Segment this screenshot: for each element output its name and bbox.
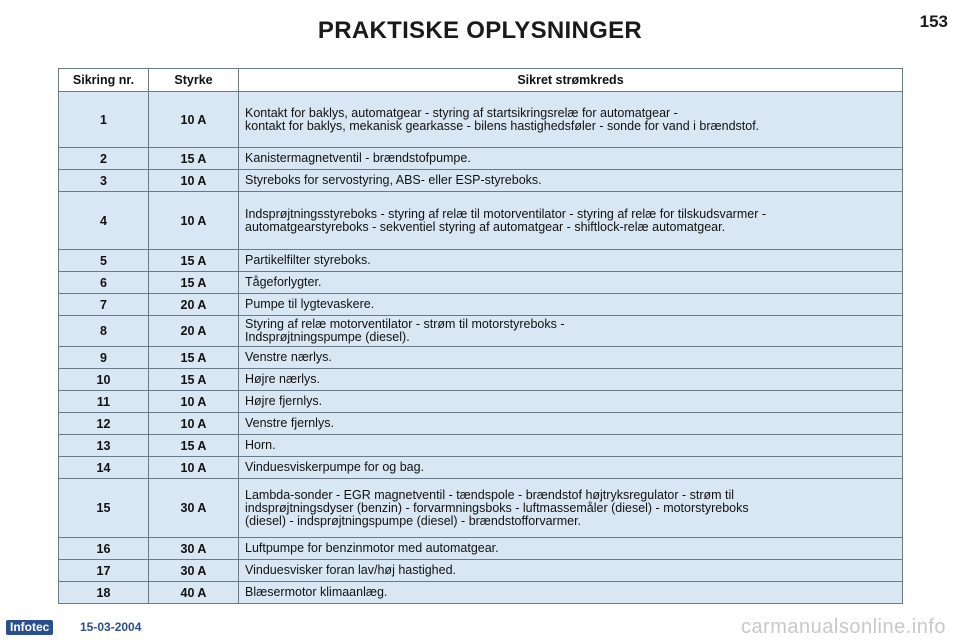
footer-brand-logo: Infotec [6,620,53,635]
circuit-description-line: Tågeforlygter. [245,275,322,289]
fuse-circuit-cell [239,192,903,250]
footer-date: 15-03-2004 [80,620,142,634]
fuse-number-cell: 14 [59,457,149,479]
fuse-number-cell: 6 [59,272,149,294]
fuse-amperage-cell: 20 A [149,316,239,347]
fuse-circuit-cell [239,294,903,316]
fuse-circuit-cell [239,272,903,294]
fuse-amperage-cell: 15 A [149,347,239,369]
fuse-number-cell: 8 [59,316,149,347]
table-row [59,391,903,413]
circuit-description-line: Styreboks for servostyring, ABS- eller ESP-styreboks. [245,173,542,187]
fuse-circuit-cell [239,347,903,369]
watermark: carmanualsonline.info [740,616,946,638]
table-row [59,435,903,457]
circuit-description-line: Vinduesviskerpumpe for og bag. [245,460,425,474]
fuse-amperage-cell: 15 A [149,272,239,294]
circuit-description-line: Højre fjernlys. [245,394,323,408]
fuse-number-cell: 1 [59,92,149,148]
fuse-number-cell: 7 [59,294,149,316]
fuse-number-cell: 18 [59,582,149,604]
table-row [59,250,903,272]
fuse-amperage-cell: 30 A [149,538,239,560]
fuse-number-cell: 5 [59,250,149,272]
circuit-description-line: Horn. [245,438,276,452]
table-row [59,316,903,347]
fuse-circuit-cell [239,560,903,582]
fuse-amperage-cell: 30 A [149,479,239,538]
table-row [59,582,903,604]
fuse-amperage-cell: 10 A [149,170,239,192]
fuse-circuit-cell [239,457,903,479]
fuse-number-cell: 3 [59,170,149,192]
fuse-amperage-cell: 10 A [149,457,239,479]
circuit-description-line: Venstre nærlys. [245,350,332,364]
circuit-description-line: Kontakt for baklys, automatgear - styring af startsikringsrelæ for automatgear - [245,105,678,120]
fuse-number-cell: 15 [59,479,149,538]
circuit-description-line: Vinduesvisker foran lav/høj hastighed. [245,563,456,577]
fuse-number-cell: 16 [59,538,149,560]
circuit-description-line: Pumpe til lygtevaskere. [245,297,375,311]
table-row [59,479,903,538]
fuse-number-cell: 13 [59,435,149,457]
fuse-amperage-cell: 15 A [149,148,239,170]
fuse-circuit-cell [239,170,903,192]
fuse-amperage-cell: 40 A [149,582,239,604]
fuse-circuit-cell [239,435,903,457]
fuse-number-cell: 11 [59,391,149,413]
page-title: PRAKTISKE OPLYSNINGER [317,17,643,44]
table-row [59,538,903,560]
circuit-description-line: Styring af relæ motorventilator - strøm til motorstyreboks - [245,317,565,331]
fuse-amperage-cell: 20 A [149,294,239,316]
table-row [59,294,903,316]
fuse-amperage-cell: 10 A [149,391,239,413]
table-row [59,413,903,435]
fuse-circuit-cell [239,582,903,604]
fuse-amperage-cell: 15 A [149,369,239,391]
circuit-description-line: Indsprøjtningsstyreboks - styring af relæ til motorventilator - styring af relæ for tilskudsvarmer - [245,206,766,221]
fuse-amperage-cell: 15 A [149,435,239,457]
fuse-table-body [59,92,903,604]
fuse-circuit-cell [239,538,903,560]
fuse-number-cell: 10 [59,369,149,391]
column-header-amperage: Styrke [149,69,239,92]
circuit-description-line: indsprøjtningsdyser (benzin) - forvarmningsboks - luftmassemåler (diesel) - motorstyreboks [245,500,749,515]
page-number: 153 [919,12,948,31]
fuse-circuit-cell [239,369,903,391]
table-row [59,347,903,369]
fuse-circuit-cell [239,413,903,435]
fuse-table [58,68,903,604]
circuit-description-line: (diesel) - indsprøjtningspumpe (diesel) - brændstofforvarmer. [245,513,582,528]
fuse-circuit-cell [239,479,903,538]
fuse-amperage-cell: 15 A [149,250,239,272]
fuse-number-cell: 17 [59,560,149,582]
column-header-fuse-number: Sikring nr. [59,69,149,92]
fuse-amperage-cell: 30 A [149,560,239,582]
table-header-row [59,69,903,92]
circuit-description-line: Højre nærlys. [245,372,321,386]
table-row [59,148,903,170]
circuit-description-line: Kanistermagnetventil - brændstofpumpe. [245,151,471,165]
fuse-number-cell: 2 [59,148,149,170]
fuse-amperage-cell: 10 A [149,192,239,250]
fuse-number-cell: 9 [59,347,149,369]
table-row [59,560,903,582]
column-header-circuit: Sikret strømkreds [239,69,903,92]
circuit-description-line: Lambda-sonder - EGR magnetventil - tændspole - brændstof højtryksregulator - strøm til [245,487,735,502]
table-row [59,369,903,391]
table-row [59,192,903,250]
circuit-description-line: kontakt for baklys, mekanisk gearkasse - bilens hastighedsføler - sonde for vand i brændstof. [245,118,760,133]
circuit-description-line: Partikelfilter styreboks. [245,253,371,267]
circuit-description-line: Blæsermotor klimaanlæg. [245,585,388,599]
fuse-amperage-cell: 10 A [149,92,239,148]
circuit-description-line: automatgearstyreboks - sekventiel styring af automatgear - shiftlock-relæ automatgear. [245,219,726,234]
fuse-number-cell: 4 [59,192,149,250]
table-row [59,457,903,479]
fuse-number-cell: 12 [59,413,149,435]
table-row [59,92,903,148]
circuit-description-line: Venstre fjernlys. [245,416,334,430]
fuse-circuit-cell [239,391,903,413]
circuit-description-line: Luftpumpe for benzinmotor med automatgear. [245,541,499,555]
circuit-description-line: Indsprøjtningspumpe (diesel). [245,330,410,344]
fuse-circuit-cell [239,148,903,170]
table-row [59,272,903,294]
fuse-circuit-cell [239,92,903,148]
fuse-amperage-cell: 10 A [149,413,239,435]
fuse-circuit-cell [239,250,903,272]
table-row [59,170,903,192]
fuse-circuit-cell [239,316,903,347]
